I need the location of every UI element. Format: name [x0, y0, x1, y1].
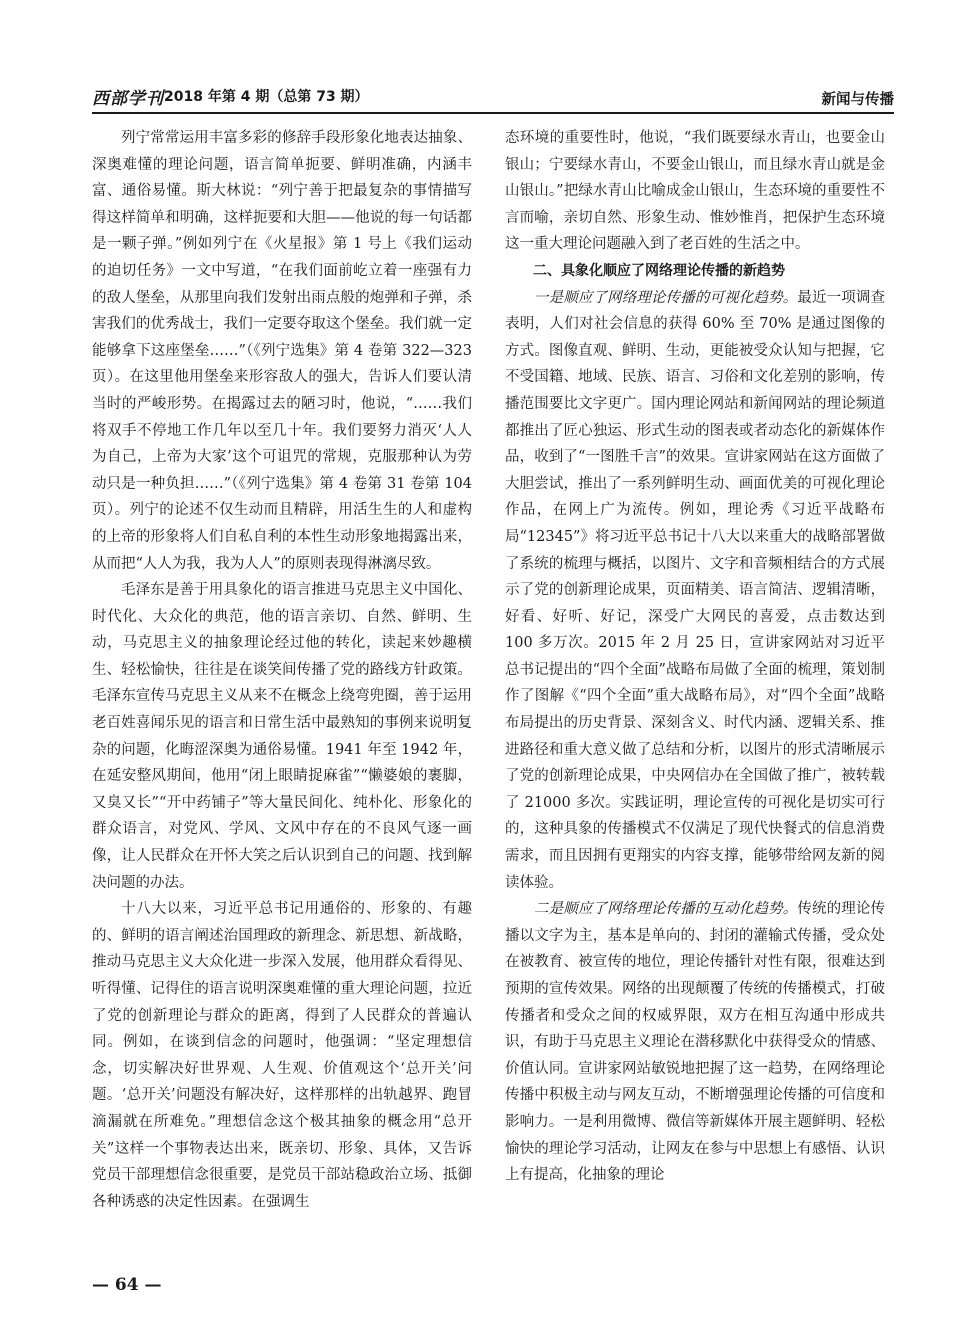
journal-logo: 西部学刊 — [92, 89, 164, 109]
left-column — [92, 125, 472, 1255]
right-column — [505, 125, 885, 1255]
paragraph-body: 传统的理论传播以文字为主，基本是单向的、封闭的灌输式传播，受众处在被教育、被宣传的地位，理论传播针对性有限，很难达到预期的宣传效果。网络的出现颠覆了传统的传播模式，打破传播者和受众之间的权威界限，双方在相互沟通中形成共识，有助于马克思主义理论在潜移默化中获得受众的情感、价值认同。宣讲家网站敏锐地把握了这一趋势，在网络理论传播中积极主动与网友互动，不断增强理论传播的可信度和影响力。一是利用微博、微信等新媒体开展主题鲜明、轻松愉快的理论学习活动，让网友在参与中思想上有感悟、认识上有提高，化抽象的理论 — [505, 901, 885, 1184]
body-paragraph — [505, 896, 885, 1189]
body-paragraph: 毛泽东是善于用具象化的语言推进马克思主义中国化、时代化、大众化的典范，他的语言亲切、自然、鲜明、生动，马克思主义的抽象理论经过他的转化，读起来妙趣横生、轻松愉快，往往是在谈笑间传播了党的路线方针政策。毛泽东宣传马克思主义从来不在概念上绕弯兜圈，善于运用老百姓喜闻乐见的语言和日常生活中最熟知的事例来说明复杂的问题，化晦涩深奥为通俗易懂。1941 年至 1942 年，在延安整风期间，他用“闭上眼睛捉麻雀”“懒婆娘的裹脚，又臭又长”“开中药铺子”等大量民间化、纯朴化、形象化的群众语言，对党风、学风、文风中存在的不良风气逐一画像，让人民群众在开怀大笑之后认识到自己的问题、找到解决问题的办法。 — [92, 582, 472, 891]
section-name: 新闻与传播 — [821, 92, 894, 108]
continued-paragraph: 态环境的重要性时，他说，“我们既要绿水青山，也要金山银山；宁要绿水青山，不要金山银山，而且绿水青山就是金山银山。”把绿水青山比喻成金山银山，生态环境的重要性不言而喻，亲切自然、形象生动、惟妙惟肖，把保护生态环境这一重大理论问题融入到了老百姓的生活之中。 — [505, 130, 885, 253]
body-paragraph: 列宁常常运用丰富多彩的修辞手段形象化地表达抽象、深奥难懂的理论问题，语言简单扼要、鲜明准确，内涵丰富、通俗易懂。斯大林说：“列宁善于把最复杂的事情描写得这样简单和明确，这样扼要和大胆——他说的每一句话都是一颗子弹。”例如列宁在《火星报》第 1 号上《我们运动的迫切任务》一文中写道，“在我们面前屹立着一座强有力的敌人堡垒，从那里向我们发射出雨点般的炮弹和子弹，杀害我们的优秀战士，我们一定要夺取这个堡垒。我们就一定能够拿下这座堡垒……”（《列宁选集》第 4 卷第 322—323 页）。在这里他用堡垒来形容敌人的强大，告诉人们要认清当时的严峻形势。在揭露过去的陋习时，他说，“……我们将双手不停地工作几年以至几十年。我们要努力消灭‘人人为自己，上帝为大家’这个可诅咒的常规，克服那种认为劳动只是一种负担……”（《列宁选集》第 4 卷第 31 卷第 104 页）。列宁的论述不仅生动而且精辟，用活生生的人和虚构的上帝的形象将人们自私自利的本性生动形象地揭露出来，从而把“人人为我，我为人人”的原则表现得淋漓尽致。 — [92, 130, 472, 572]
body-paragraph: 十八大以来，习近平总书记用通俗的、形象的、有趣的、鲜明的语言阐述治国理政的新理念、新思想、新战略，推动马克思主义大众化进一步深入发展，他用群众看得见、听得懂、记得住的语言说明深奥难懂的重大理论问题，拉近了党的创新理论与群众的距离，得到了人民群众的普遍认同。例如，在谈到信念的问题时，他强调：“坚定理想信念，切实解决好世界观、人生观、价值观这个‘总开关’问题。‘总开关’问题没有解决好，这样那样的出轨越界、跑冒滴漏就在所难免。”理想信念这个极其抽象的概念用“总开关”这样一个事物表达出来，既亲切、形象、具体，又告诉党员干部理想信念很重要，是党员干部站稳政治立场、抵御各种诱惑的决定性因素。在强调生 — [92, 901, 472, 1210]
running-header — [92, 80, 894, 112]
paragraph-lead: 一是顺应了网络理论传播的可视化趋势。 — [534, 289, 798, 306]
header-rule — [92, 112, 894, 114]
page-number: — 64 — — [92, 1275, 162, 1295]
issue-info: 2018 年第 4 期（总第 73 期） — [164, 89, 369, 105]
paragraph-body: 最近一项调查表明，人们对社会信息的获得 60% 至 70% 是通过图像的方式。图像直观、鲜明、生动，更能被受众认知与把握，它不受国籍、地域、民族、语言、习俗和文化差别的影响，传播范围要比文字更广。国内理论网站和新闻网站的理论频道都推出了匠心独运、形式生动的图表或者动态化的新媒体作品，收到了“一图胜千言”的效果。宣讲家网站在这方面做了大胆尝试，推出了一系列鲜明生动、画面优美的可视化理论作品，在网上广为流传。例如，理论秀《习近平战略布局“12345”》将习近平总书记十八大以来重大的战略部署做了系统的梳理与概括，以图片、文字和音频相结合的方式展示了党的创新理论成果，页面精美、语言简洁、逻辑清晰，好看、好听、好记，深受广大网民的喜爱，点击数达到 100 多万次。2015 年 2 月 25 日，宣讲家网站对习近平总书记提出的“四个全面”战略布局做了全面的梳理，策划制作了图解《“四个全面”重大战略布局》，对“四个全面”战略布局提出的历史背景、深刻含义、时代内涵、逻辑关系、推进路径和重大意义做了总结和分析，以图片的形式清晰展示了党的创新理论成果，中央网信办在全国做了推广，被转载了 21000 多次。实践证明，理论宣传的可视化是切实可行的，这种具象的传播模式不仅满足了现代快餐式的信息消费需求，而且因拥有更翔实的内容支撑，能够带给网友新的阅读体验。 — [505, 289, 885, 891]
paragraph-lead: 二是顺应了网络理论传播的互动化趋势。 — [534, 901, 798, 918]
body-paragraph — [505, 285, 885, 897]
section-subheading: 二、具象化顺应了网络理论传播的新趋势 — [533, 262, 785, 279]
